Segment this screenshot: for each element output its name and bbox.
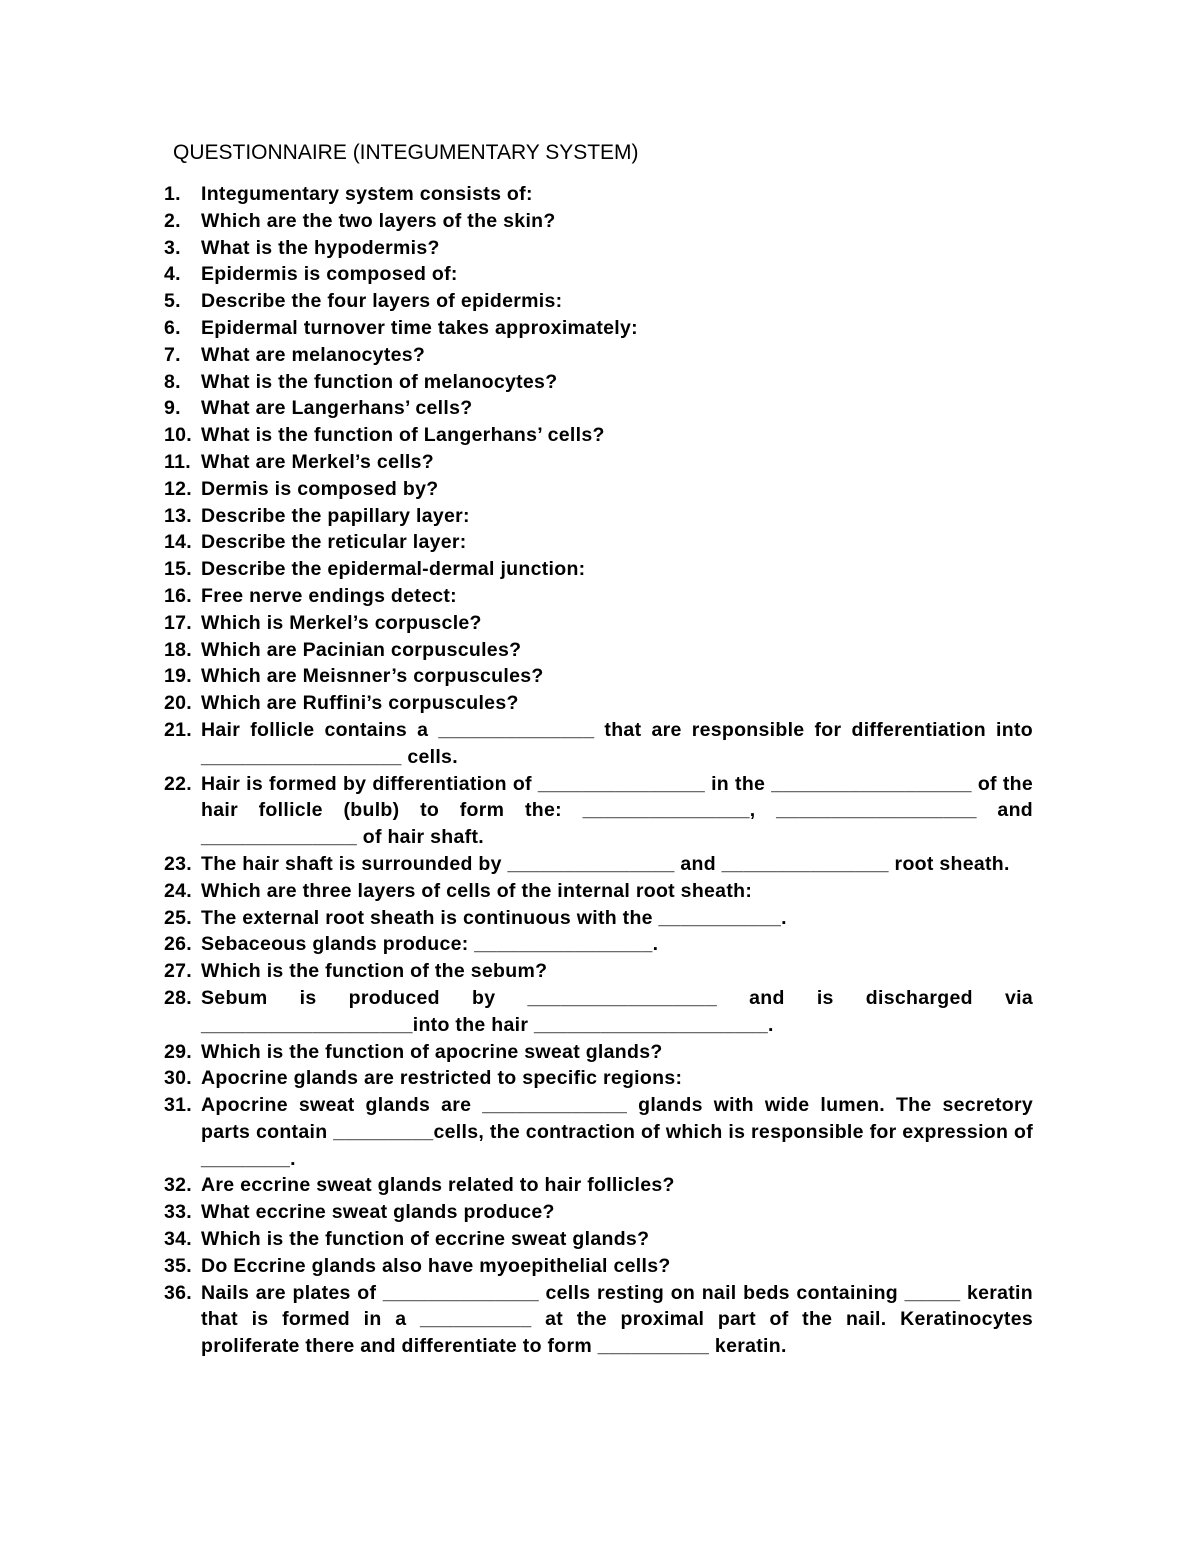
question-text: Dermis is composed by? bbox=[201, 477, 439, 500]
question-item bbox=[164, 931, 1033, 958]
question-item bbox=[164, 771, 1033, 851]
question-item bbox=[164, 583, 1033, 610]
question-item bbox=[164, 1199, 1033, 1226]
question-text: Hair is formed by differentiation of _______________ in the __________________ of the hair follicle (bulb) to form the: _______________, __________________ and ______________ of hair shaft. bbox=[201, 772, 1033, 849]
question-text: Are eccrine sweat glands related to hair follicles? bbox=[201, 1174, 675, 1197]
question-list bbox=[164, 181, 1033, 1360]
question-item bbox=[164, 476, 1033, 503]
question-text: Which is the function of apocrine sweat glands? bbox=[201, 1040, 663, 1063]
question-text: Which are Ruffini’s corpuscules? bbox=[201, 692, 519, 715]
question-item bbox=[164, 1172, 1033, 1199]
question-item bbox=[164, 369, 1033, 396]
question-item bbox=[164, 1226, 1033, 1253]
question-item bbox=[164, 529, 1033, 556]
question-number: 20. bbox=[164, 692, 193, 715]
question-text: Sebaceous glands produce: ________________. bbox=[201, 933, 659, 956]
question-number: 25. bbox=[164, 906, 193, 929]
question-item bbox=[164, 315, 1033, 342]
question-item bbox=[164, 235, 1033, 262]
question-text: Which is the function of the sebum? bbox=[201, 960, 548, 983]
question-item bbox=[164, 637, 1033, 664]
question-text: Which are Pacinian corpuscules? bbox=[201, 638, 522, 661]
question-item bbox=[164, 1065, 1033, 1092]
question-number: 15. bbox=[164, 558, 193, 581]
question-number: 30. bbox=[164, 1067, 193, 1090]
question-item bbox=[164, 503, 1033, 530]
question-item bbox=[164, 1253, 1033, 1280]
question-number: 2. bbox=[164, 209, 181, 232]
question-number: 27. bbox=[164, 960, 193, 983]
question-number: 8. bbox=[164, 370, 181, 393]
question-number: 35. bbox=[164, 1254, 193, 1277]
question-number: 10. bbox=[164, 424, 193, 447]
question-number: 24. bbox=[164, 879, 193, 902]
question-text: Which are the two layers of the skin? bbox=[201, 209, 556, 232]
question-number: 6. bbox=[164, 316, 181, 339]
question-text: Do Eccrine glands also have myoepithelial cells? bbox=[201, 1254, 671, 1277]
question-item bbox=[164, 556, 1033, 583]
question-text: Which is the function of eccrine sweat glands? bbox=[201, 1228, 650, 1251]
question-text: Epidermal turnover time takes approximately: bbox=[201, 316, 638, 339]
question-item bbox=[164, 610, 1033, 637]
question-number: 17. bbox=[164, 611, 193, 634]
question-item bbox=[164, 851, 1033, 878]
question-item bbox=[164, 208, 1033, 235]
question-text: Describe the papillary layer: bbox=[201, 504, 470, 527]
question-number: 28. bbox=[164, 986, 193, 1009]
question-number: 9. bbox=[164, 397, 181, 420]
question-item bbox=[164, 261, 1033, 288]
question-text: Which are Meisnner’s corpuscules? bbox=[201, 665, 544, 688]
question-text: Describe the epidermal-dermal junction: bbox=[201, 558, 586, 581]
question-number: 21. bbox=[164, 718, 193, 741]
question-text: Apocrine sweat glands are _____________ glands with wide lumen. The secretory parts contain _________cells, the contraction of which is responsible for expression of ________. bbox=[201, 1094, 1033, 1170]
question-number: 32. bbox=[164, 1174, 193, 1197]
question-item bbox=[164, 985, 1033, 1039]
question-item bbox=[164, 422, 1033, 449]
question-number: 13. bbox=[164, 504, 193, 527]
question-item bbox=[164, 1092, 1033, 1172]
question-text: What is the hypodermis? bbox=[201, 236, 440, 259]
question-number: 22. bbox=[164, 772, 193, 795]
question-item bbox=[164, 395, 1033, 422]
question-text: Describe the reticular layer: bbox=[201, 531, 467, 554]
question-text: The hair shaft is surrounded by _______________ and _______________ root sheath. bbox=[201, 852, 1010, 875]
question-text: Which is Merkel’s corpuscle? bbox=[201, 611, 482, 634]
question-number: 26. bbox=[164, 933, 193, 956]
question-number: 19. bbox=[164, 665, 193, 688]
question-number: 1. bbox=[164, 183, 181, 205]
question-item bbox=[164, 905, 1033, 932]
question-number: 14. bbox=[164, 531, 193, 554]
question-text: Free nerve endings detect: bbox=[201, 584, 457, 607]
question-number: 11. bbox=[164, 450, 191, 473]
question-number: 7. bbox=[164, 343, 181, 366]
question-item bbox=[164, 690, 1033, 717]
question-text: What is the function of Langerhans’ cells? bbox=[201, 424, 605, 447]
question-number: 4. bbox=[164, 263, 181, 286]
question-item bbox=[164, 449, 1033, 476]
question-text: Which are three layers of cells of the internal root sheath: bbox=[201, 879, 753, 902]
question-item bbox=[164, 181, 1033, 208]
question-item bbox=[164, 717, 1033, 771]
question-text: Describe the four layers of epidermis: bbox=[201, 290, 563, 313]
question-item bbox=[164, 1280, 1033, 1360]
question-number: 18. bbox=[164, 638, 193, 661]
question-text: The external root sheath is continuous with the ___________. bbox=[201, 906, 787, 929]
question-number: 3. bbox=[164, 236, 181, 259]
question-text: Sebum is produced by _________________ and is discharged via ___________________into the hair _____________________. bbox=[201, 986, 1033, 1036]
question-item bbox=[164, 342, 1033, 369]
question-text: Nails are plates of ______________ cells resting on nail beds containing _____ keratin that is formed in a __________ at the proximal part of the nail. Keratinocytes proliferate there and differentiate to form __________ keratin. bbox=[201, 1281, 1033, 1358]
page-title: QUESTIONNAIRE (INTEGUMENTARY SYSTEM) bbox=[173, 141, 639, 164]
question-item bbox=[164, 663, 1033, 690]
question-text: Integumentary system consists of: bbox=[201, 183, 533, 205]
question-text: What are melanocytes? bbox=[201, 343, 426, 366]
question-item bbox=[164, 878, 1033, 905]
question-number: 31. bbox=[164, 1094, 193, 1117]
question-item bbox=[164, 288, 1033, 315]
question-number: 16. bbox=[164, 584, 193, 607]
question-number: 29. bbox=[164, 1040, 193, 1063]
question-number: 23. bbox=[164, 852, 193, 875]
question-number: 5. bbox=[164, 290, 181, 313]
question-text: Apocrine glands are restricted to specific regions: bbox=[201, 1067, 683, 1090]
question-number: 36. bbox=[164, 1281, 193, 1304]
question-text: Epidermis is composed of: bbox=[201, 263, 458, 286]
question-number: 12. bbox=[164, 477, 193, 500]
question-text: What is the function of melanocytes? bbox=[201, 370, 558, 393]
question-text: Hair follicle contains a ______________ that are responsible for differentiation into __________________ cells. bbox=[201, 718, 1033, 768]
question-item bbox=[164, 1039, 1033, 1066]
question-text: What eccrine sweat glands produce? bbox=[201, 1201, 555, 1224]
question-item bbox=[164, 958, 1033, 985]
question-text: What are Merkel’s cells? bbox=[201, 450, 434, 473]
question-number: 33. bbox=[164, 1201, 193, 1224]
question-text: What are Langerhans’ cells? bbox=[201, 397, 473, 420]
question-number: 34. bbox=[164, 1228, 193, 1251]
